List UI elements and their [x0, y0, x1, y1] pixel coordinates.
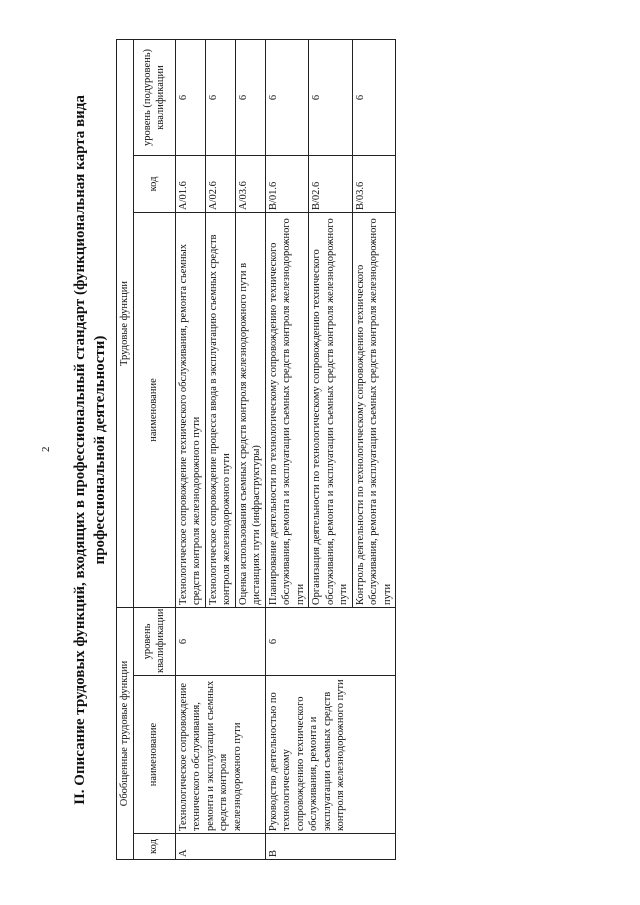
- tf-name-cell: Оценка использования съемных средств контроля железнодорожного пути в дистанциях пути (инфраструктуры): [235, 212, 265, 607]
- tf-code-cell: A/01.6: [175, 155, 205, 212]
- gtf-code-cell: A: [175, 834, 265, 860]
- gtf-name-cell: Руководство деятельностью по технологическому сопровождению технического обслуживания, ремонта и эксплуатации съемных средств контроля железнодорожного пути: [265, 676, 396, 834]
- tf-name-cell: Организация деятельности по технологическому сопровождению технического обслуживания, ремонта и эксплуатации съемных средств контроля железнодорожного пути: [309, 212, 353, 607]
- header-code: код: [133, 834, 175, 860]
- section-heading: [70, 40, 114, 860]
- tf-name-cell: Технологическое сопровождение технического обслуживания, ремонта съемных средств контроля железнодорожного пути: [175, 212, 205, 607]
- section-heading-line-1: II. Описание трудовых функций, входящих в профессиональный стандарт (функциональная карта вида: [72, 95, 88, 805]
- functional-map-table: [116, 39, 396, 860]
- tf-level-cell: 6: [352, 39, 396, 155]
- gtf-name-cell: Технологическое сопровождение технического обслуживания, ремонта и эксплуатации съемных средств контроля железнодорожного пути: [175, 676, 265, 834]
- tf-code-cell: A/02.6: [205, 155, 235, 212]
- header-tf-level: уровень (подуровень) квалификации: [133, 39, 175, 155]
- tf-code-cell: B/02.6: [309, 155, 353, 212]
- page-number: 2: [40, 446, 52, 452]
- tf-code-cell: A/03.6: [235, 155, 265, 212]
- header-labor-functions: Трудовые функции: [117, 39, 134, 607]
- tf-code-cell: B/01.6: [265, 155, 309, 212]
- tf-name-cell: Планирование деятельности по технологическому сопровождению технического обслуживания, ремонта и эксплуатации съемных средств контроля железнодорожного пути: [265, 212, 309, 607]
- header-tf-code: код: [133, 155, 175, 212]
- tf-level-cell: 6: [235, 39, 265, 155]
- tf-level-cell: 6: [309, 39, 353, 155]
- header-generalized-functions: Обобщенные трудовые функции: [117, 607, 134, 859]
- tf-level-cell: 6: [205, 39, 235, 155]
- gtf-level-cell: 6: [175, 607, 265, 675]
- gtf-level-cell: 6: [265, 607, 396, 675]
- header-name: наименование: [133, 676, 175, 834]
- table-row: [175, 39, 205, 859]
- tf-name-cell: Контроль деятельности по технологическому сопровождению технического обслуживания, ремонта и эксплуатации съемных средств контроля железнодорожного пути: [352, 212, 396, 607]
- table-row: [265, 39, 309, 859]
- tf-code-cell: B/03.6: [352, 155, 396, 212]
- tf-level-cell: 6: [265, 39, 309, 155]
- rotated-page-content: [70, 40, 510, 860]
- section-heading-line-2: профессиональной деятельности): [92, 335, 108, 565]
- tf-name-cell: Технологическое сопровождение процесса ввода в эксплуатацию съемных средств контроля железнодорожного пути: [205, 212, 235, 607]
- header-level: уровень квалификации: [133, 607, 175, 675]
- tf-level-cell: 6: [175, 39, 205, 155]
- header-tf-name: наименование: [133, 212, 175, 607]
- gtf-code-cell: B: [265, 834, 396, 860]
